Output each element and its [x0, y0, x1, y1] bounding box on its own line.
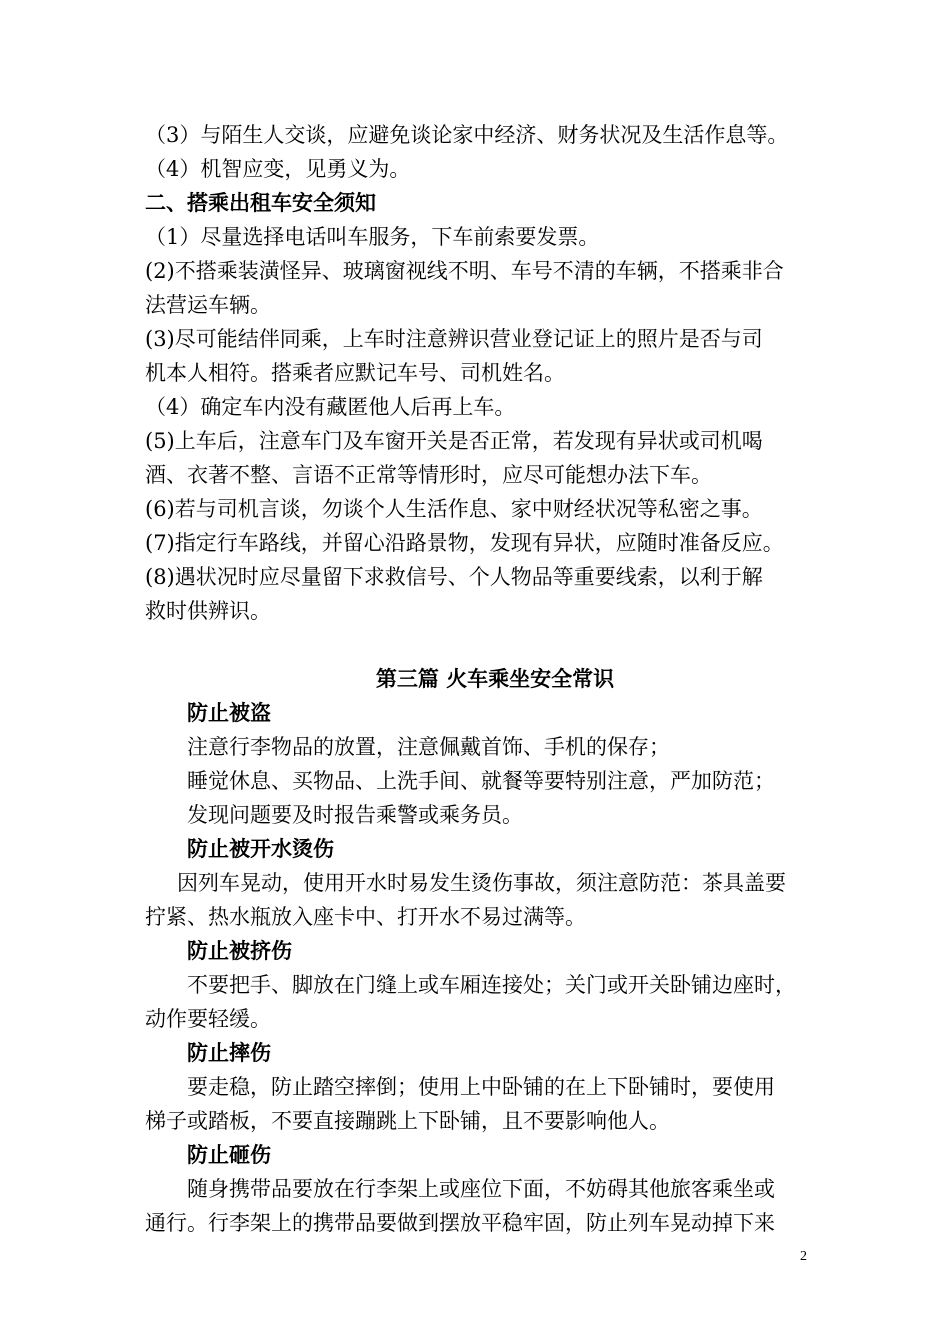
paragraph: 机本人相符。搭乘者应默记车号、司机姓名。 — [145, 361, 565, 385]
paragraph: 睡觉休息、买物品、上洗手间、就餐等要特别注意，严加防范； — [187, 769, 775, 793]
paragraph: (3)尽可能结伴同乘，上车时注意辨识营业登记证上的照片是否与司 — [145, 327, 763, 351]
paragraph: 救时供辨识。 — [145, 599, 271, 623]
paragraph: (6)若与司机言谈，勿谈个人生活作息、家中财经状况等私密之事。 — [145, 497, 763, 521]
paragraph: 酒、衣著不整、言语不正常等情形时，应尽可能想办法下车。 — [145, 463, 712, 487]
paragraph: (5)上车后，注意车门及车窗开关是否正常，若发现有异状或司机喝 — [145, 429, 763, 453]
paragraph: 梯子或踏板，不要直接蹦跳上下卧铺，且不要影响他人。 — [145, 1109, 670, 1133]
paragraph: 注意行李物品的放置，注意佩戴首饰、手机的保存； — [187, 735, 670, 759]
paragraph: （1）尽量选择电话叫车服务，下车前索要发票。 — [145, 225, 600, 249]
paragraph: （3）与陌生人交谈，应避免谈论家中经济、财务状况及生活作息等。 — [145, 123, 789, 147]
paragraph: (8)遇状况时应尽量留下求救信号、个人物品等重要线索，以利于解 — [145, 565, 763, 589]
subheading-fall: 防止摔伤 — [187, 1041, 271, 1065]
subheading-smash: 防止砸伤 — [187, 1143, 271, 1167]
paragraph: 不要把手、脚放在门缝上或车厢连接处；关门或开关卧铺边座时， — [187, 973, 796, 997]
paragraph: (7)指定行车路线，并留心沿路景物，发现有异状，应随时准备反应。 — [145, 531, 784, 555]
subheading-pinch: 防止被挤伤 — [187, 939, 292, 963]
paragraph: 法营运车辆。 — [145, 293, 271, 317]
paragraph: 拧紧、热水瓶放入座卡中、打开水不易过满等。 — [145, 905, 586, 929]
section-heading-taxi: 二、搭乘出租车安全须知 — [145, 191, 376, 215]
spacer — [145, 628, 815, 662]
page-number: 2 — [800, 1249, 807, 1264]
paragraph: （4）机智应变，见勇义为。 — [145, 157, 411, 181]
paragraph: 因列车晃动，使用开水时易发生烫伤事故，须注意防范：茶具盖要 — [177, 871, 786, 895]
paragraph: 通行。行李架上的携带品要做到摆放平稳牢固，防止列车晃动掉下来 — [145, 1211, 775, 1235]
paragraph: 随身携带品要放在行李架上或座位下面，不妨碍其他旅客乘坐或 — [187, 1177, 775, 1201]
chapter-title: 第三篇 火车乘坐安全常识 — [375, 667, 615, 691]
paragraph: 要走稳，防止踏空摔倒；使用上中卧铺的在上下卧铺时，要使用 — [187, 1075, 775, 1099]
page-body — [145, 118, 815, 1240]
paragraph: 动作要轻缓。 — [145, 1007, 271, 1031]
paragraph: (2)不搭乘装潢怪异、玻璃窗视线不明、车号不清的车辆，不搭乘非合 — [145, 259, 784, 283]
subheading-scald: 防止被开水烫伤 — [187, 837, 334, 861]
paragraph: （4）确定车内没有藏匿他人后再上车。 — [145, 395, 516, 419]
subheading-theft: 防止被盗 — [187, 701, 271, 725]
paragraph: 发现问题要及时报告乘警或乘务员。 — [187, 803, 523, 827]
